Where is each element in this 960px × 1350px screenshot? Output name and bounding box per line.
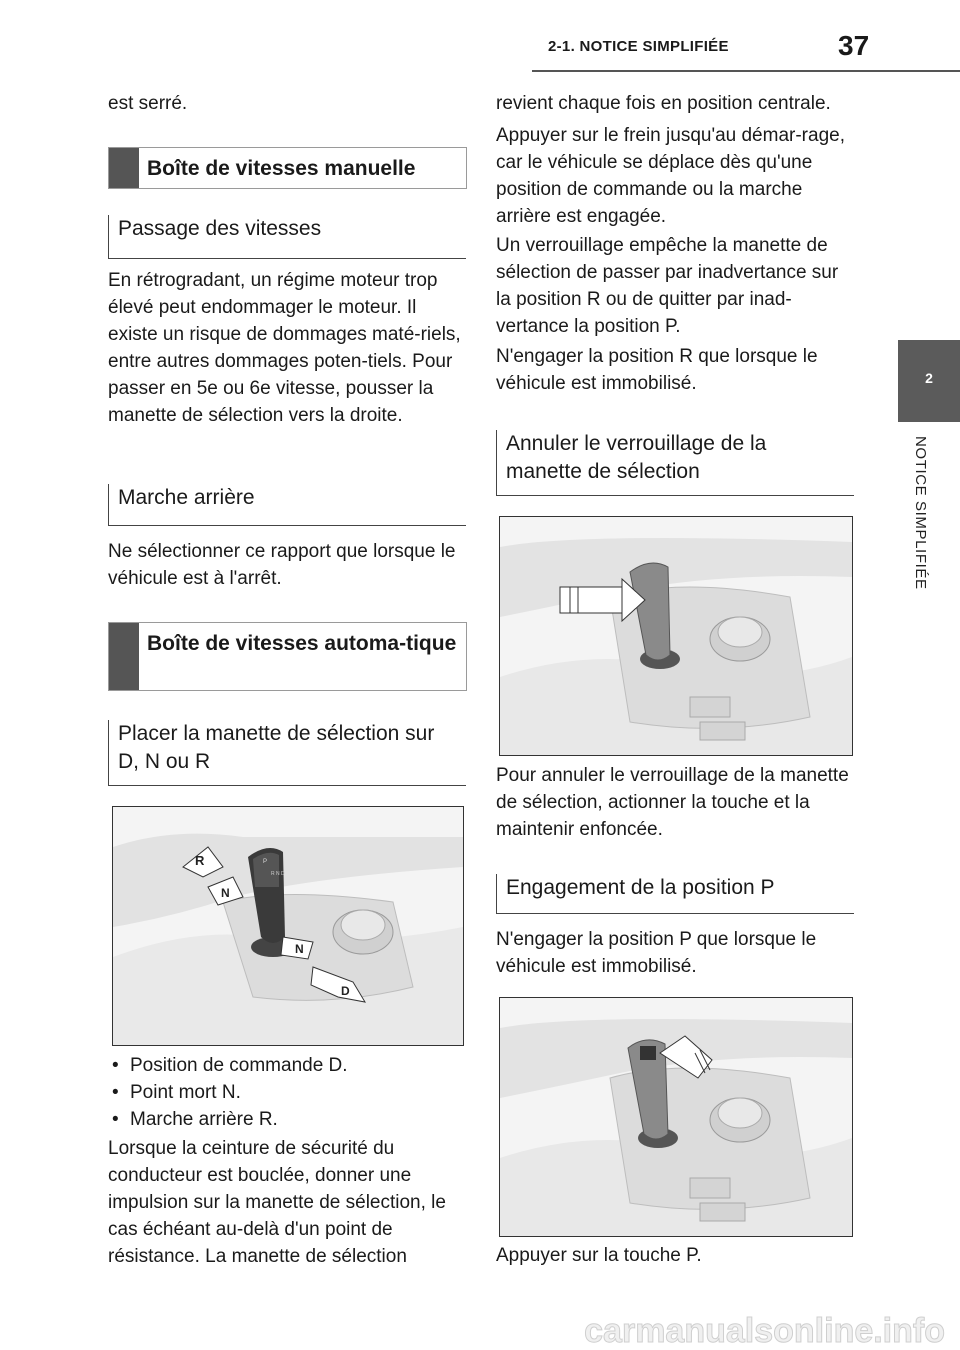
paragraph-seatbelt: Lorsque la ceinture de sécurité du conducteur est bouclée, donner une impulsion sur la manette de sélection, le cas échéant au-delà d'un point de résistance. La manette de sélection [108,1138,446,1267]
figure-p-button [499,997,853,1237]
watermark-text: carmanualsonline.info [584,1312,945,1350]
subheading-title: Passage des vitesses [118,217,322,240]
box-manual-gearbox [108,147,467,189]
subheading-cancel-lock [496,430,854,496]
subheading-title: Engagement de la position P [506,876,775,899]
page-header [0,0,960,80]
label-d: D [341,984,350,998]
subheading-gear-change [108,215,466,259]
paragraph-lock: Un verrouillage empêche la manette de sélection de passer par inadvertance sur la position R ou de quitter par inad-vertance la position P. [496,235,839,337]
label-n-upper: N [221,886,230,900]
bullet-list [108,1052,468,1133]
chapter-number: 2 [925,370,933,386]
box-title: Boîte de vitesses automa-tique [147,632,457,655]
paragraph-downshift: En rétrogradant, un régime moteur trop élevé peut endommager le moteur. Il existe un risque de dommages maté-riels, entre autres dommages poten-tiels. Pour passer en 5e ou 6e vitesse, pousser la manette de sélection vers la droite. [108,270,461,426]
list-item: • Position de commande D. [108,1052,468,1079]
svg-text:P: P [263,859,268,865]
label-n-lower: N [295,942,304,956]
paragraph-reverse: Ne sélectionner ce rapport que lorsque le véhicule est à l'arrêt. [108,541,456,589]
subheading-engage-p [496,874,854,914]
section-title: 2-1. NOTICE SIMPLIFIÉE [548,38,729,55]
paragraph-unlock: Pour annuler le verrouillage de la manette de sélection, actionner la touche et la maintenir enfoncée. [496,765,849,840]
page-number: 37 [838,30,870,61]
box-title: Boîte de vitesses manuelle [147,157,416,180]
subheading-title: Placer la manette de sélection sur D, N ou R [118,722,435,773]
paragraph-brake: Appuyer sur le frein jusqu'au démar-rage, car le véhicule se déplace dès qu'une position de commande ou la marche arrière est engagée. [496,125,845,227]
box-bar [109,148,139,188]
paragraph-engage-p: N'engager la position P que lorsque le véhicule est immobilisé. [496,929,817,977]
paragraph-engage-r: N'engager la position R que lorsque le véhicule est immobilisé. [496,346,818,394]
watermark [0,1308,960,1350]
box-automatic-gearbox [108,622,467,691]
label-r: R [195,853,205,868]
subheading-place-selector [108,720,466,786]
header-rule [532,70,960,72]
list-item: • Point mort N. [108,1079,468,1106]
chapter-tab [898,340,960,422]
list-item: • Marche arrière R. [108,1106,468,1133]
svg-text:R N D: R N D [271,871,285,877]
left-intro: est serré. [108,93,188,114]
paragraph-returns-center: revient chaque fois en position centrale. [496,93,831,114]
subheading-reverse [108,484,466,526]
figure-unlock-button [499,516,853,756]
box-bar [109,623,139,690]
subheading-title: Marche arrière [118,486,255,509]
subheading-title: Annuler le verrouillage de la manette de sélection [506,432,767,483]
chapter-label: NOTICE SIMPLIFIÉE [912,436,929,590]
paragraph-press-p: Appuyer sur la touche P. [496,1245,702,1266]
figure-selector-drn [112,806,464,1046]
